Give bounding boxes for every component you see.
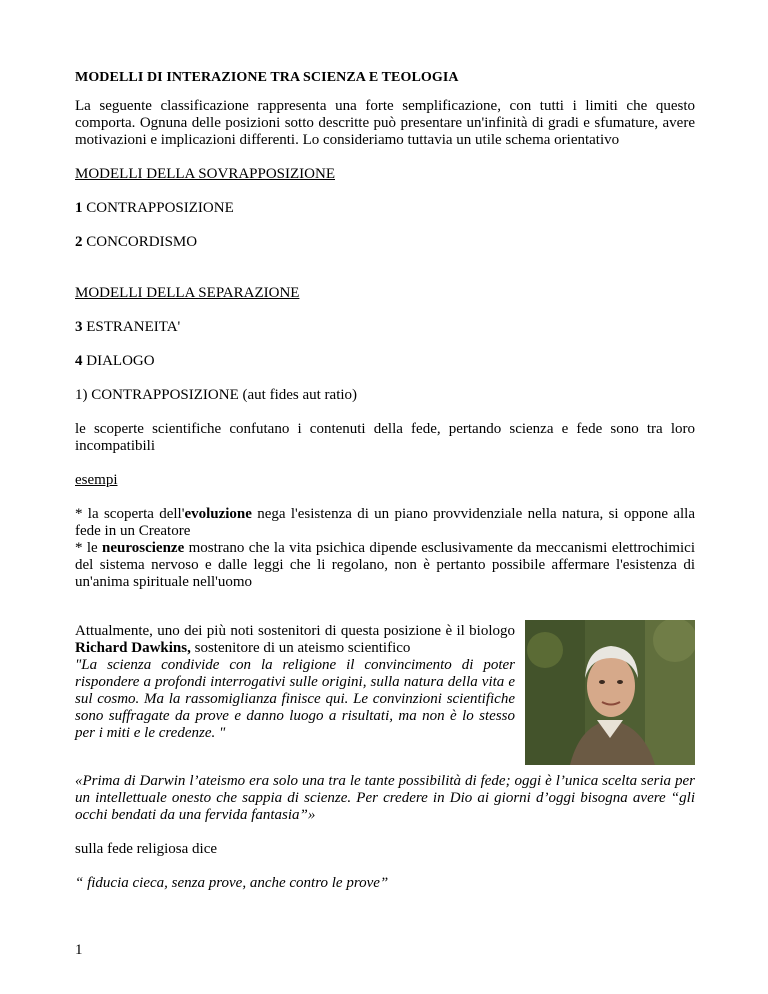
list-item-label: DIALOGO xyxy=(86,353,155,369)
quote-text: “ fiducia cieca, senza prove, anche contro le prove” xyxy=(75,875,389,891)
contrapposizione-description: le scoperte scientifiche confutano i contenuti della fede, pertando scienza e fede sono tra loro incompatibili xyxy=(75,421,695,454)
list-item-label: CONTRAPPOSIZIONE xyxy=(86,200,234,216)
quote-text: "La scienza condivide con la religione il convincimento di poter rispondere a profondi interrogativi sulle origini, sulla natura della vita e sul cosmo. Ma la rassomiglianza finisce qui. Le convinzioni scientifiche sono suffragate da prove e danno luogo a risultati, ma non è lo stesso per i miti e le credenze. " xyxy=(75,657,515,741)
contrapposizione-heading: 1) CONTRAPPOSIZIONE (aut fides aut ratio) xyxy=(75,387,358,403)
list-item-number: 2 xyxy=(75,234,83,250)
example-evoluzione xyxy=(75,506,695,540)
dawkins-intro-text: Attualmente, uno dei più noti sostenitori di questa posizione è il biologo xyxy=(75,623,515,639)
example-text: mostrano che la vita psichica dipende esclusivamente da meccanismi elettrochimici del sistema nervoso e dalle leggi che li regolano, non è pertanto possibile affermare l'esistenza di un'anima spirituale nell'uomo xyxy=(75,540,695,590)
document-title: MODELLI DI INTERAZIONE TRA SCIENZA E TEOLOGIA xyxy=(75,70,459,85)
section-heading-separazione: MODELLI DELLA SEPARAZIONE xyxy=(75,285,300,301)
list-item-label: ESTRANEITA' xyxy=(86,319,181,335)
list-item xyxy=(75,234,197,251)
example-text: * le xyxy=(75,540,103,556)
list-item-label: CONCORDISMO xyxy=(86,234,198,250)
list-item-number: 4 xyxy=(75,353,83,369)
faith-label: sulla fede religiosa dice xyxy=(75,841,218,857)
dawkins-name: Richard Dawkins, xyxy=(75,640,191,656)
list-item xyxy=(75,200,234,217)
example-text: nega l'esistenza di un piano provvidenziale nella natura, si oppone alla fede in un Creatore xyxy=(75,506,696,539)
portrait-illustration xyxy=(525,620,695,765)
dawkins-portrait-photo xyxy=(525,620,695,765)
list-item-number: 1 xyxy=(75,200,83,216)
example-keyword: evoluzione xyxy=(184,506,252,522)
example-neuroscienze xyxy=(75,540,695,591)
list-item xyxy=(75,319,180,336)
list-item-number: 3 xyxy=(75,319,83,335)
quote-text: «Prima di Darwin l’ateismo era solo una tra le tante possibilità di fede; oggi è l’unica scelta seria per un intellettuale onesto che sappia di scienze. Per credere in Dio ai giorni d’oggi bisogna avere “gli occhi bendati da una fervida fantasia”» xyxy=(75,773,695,823)
faith-quote xyxy=(75,875,388,892)
example-keyword: neuroscienze xyxy=(102,540,185,556)
dawkins-intro xyxy=(75,623,515,657)
page-number: 1 xyxy=(75,942,83,958)
list-item xyxy=(75,353,155,370)
examples-label: esempi xyxy=(75,472,118,488)
example-text: * la scoperta dell' xyxy=(75,506,185,522)
dawkins-quote-darwin xyxy=(75,773,695,824)
dawkins-quote-science xyxy=(75,657,515,742)
intro-paragraph: La seguente classificazione rappresenta una forte semplificazione, con tutti i limiti che questo comporta. Ognuna delle posizioni sotto descritte può presentare un'infinità di gradi e sfumature, avere motivazioni e implicazioni differenti. Lo consideriamo tuttavia un utile schema orientativo xyxy=(75,98,695,148)
dawkins-intro-text: sostenitore di un ateismo scientifico xyxy=(190,640,411,656)
section-heading-sovrapposizione: MODELLI DELLA SOVRAPPOSIZIONE xyxy=(75,166,335,182)
